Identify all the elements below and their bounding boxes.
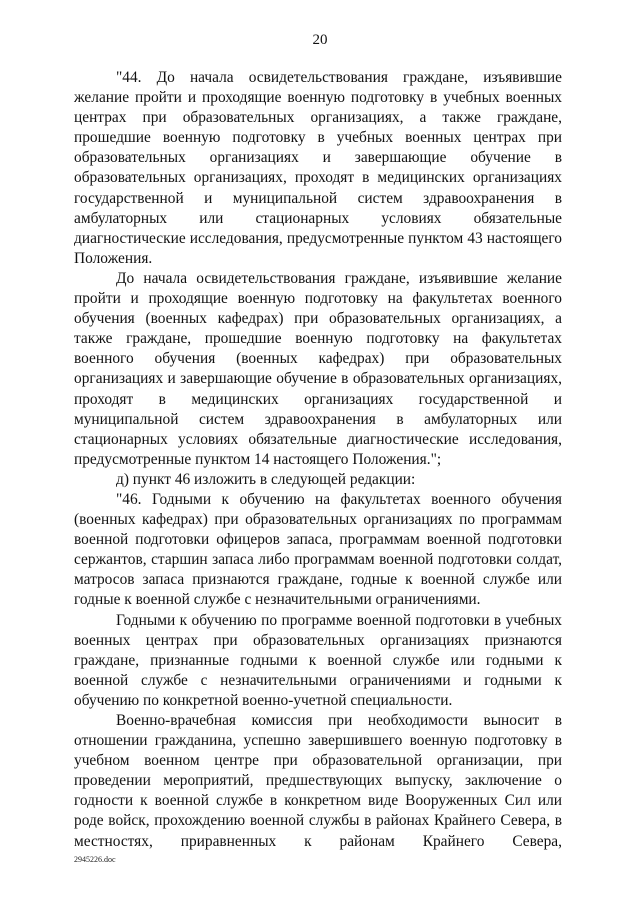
amendment-item-d: д) пункт 46 изложить в следующей редакции: [116,470,416,488]
document-file-id: 2945226.doc [74,855,116,864]
paragraph-44-part-2: До начала освидетельствования граждане, изъявившие желание пройти и проходящие военную подготовку на факультетах военного обучения (военных кафедрах) при образовательных организациях, а также граждане, прошедшие военную подготовку на факультетах военного обучения (военных кафедрах) при образовательных организациях и завершающие обучение в образовательных организациях, проходят в медицинских организациях государственной и муниципальной систем здравоохранения в амбулаторных или стационарных условиях обязательные диагностические исследования, предусмотренные пунктом 14 настоящего Положения."; [74,269,562,468]
paragraph-46: "46. Годными к обучению на факультетах военного обучения (военных кафедрах) при образовательных организациях по программам военной подготовки офицеров запаса, программам военной подготовки сержантов, старшин запаса либо программам военной подготовки солдат, матросов запаса признаются граждане, годные к военной службе или годные к военной службе с незначительными ограничениями. [74,490,562,609]
paragraph-46-part-2: Годными к обучению по программе военной подготовки в учебных военных центрах при образовательных организациях признаются граждане, признанные годными к военной службе или годными к военной службе с незначительными ограничениями и годными к обучению по конкретной военно-учетной специальности. [74,611,562,709]
page-number: 20 [312,32,328,48]
document-body [74,68,562,852]
paragraph-46-part-3: Военно-врачебная комиссия при необходимости выносит в отношении гражданина, успешно завершившего военную подготовку в учебном военном центре при образовательной организации, при проведении мероприятий, предшествующих выпуску, заключение о годности к военной службе в конкретном виде Вооруженных Сил или роде войск, прохождению военной службы в районах Крайнего Севера, в местностях, приравненных к районам Крайнего Севера, [74,712,562,850]
paragraph-44: "44. До начала освидетельствования граждане, изъявившие желание пройти и проходящие военную подготовку в учебных военных центрах при образовательных организациях, а также граждане, прошедшие военную подготовку в учебных военных центрах при образовательных организациях и завершающие обучение в образовательных организациях, проходят в медицинских организациях государственной и муниципальной систем здравоохранения в амбулаторных или стационарных условиях обязательные диагностические исследования, предусмотренные пунктом 43 настоящего Положения. [74,69,562,267]
